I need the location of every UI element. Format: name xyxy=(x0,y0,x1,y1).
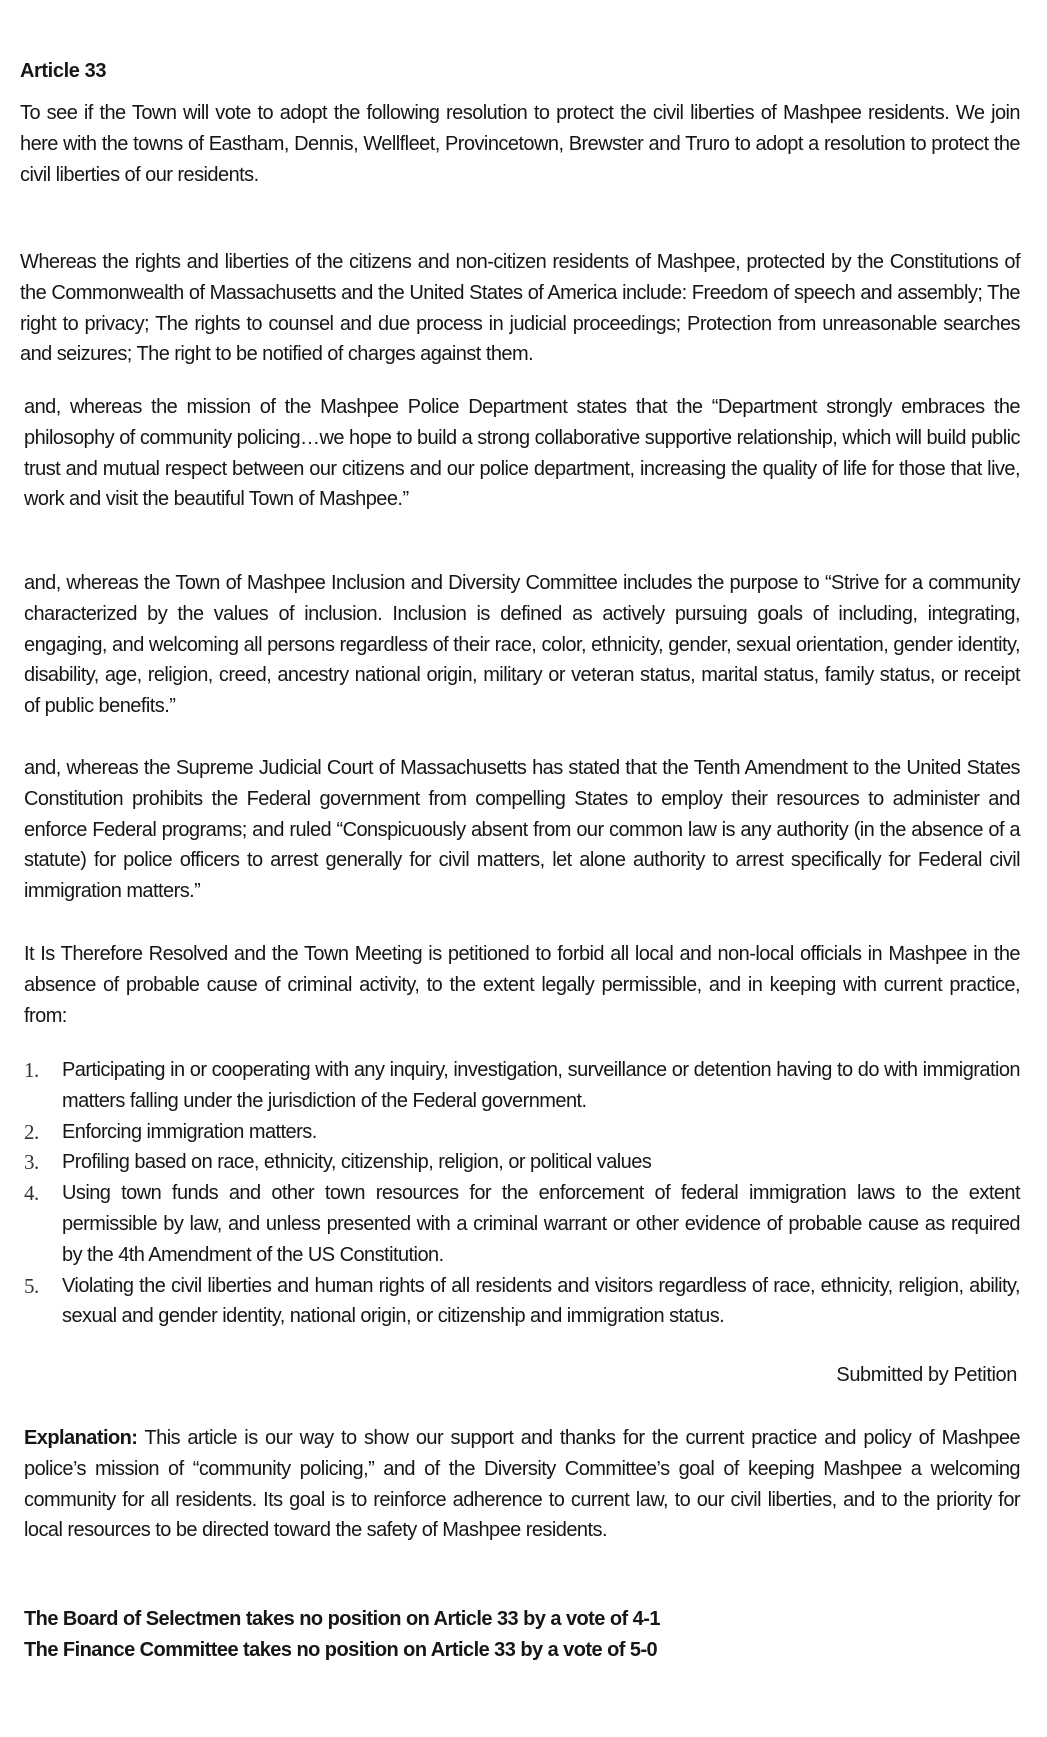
whereas-paragraph-inclusion: and, whereas the Town of Mashpee Inclusion and Diversity Committee includes the purpose to “Strive for a community characterized by the values of inclusion. Inclusion is defined as actively pursuing goals of including, integrating, engaging, and welcoming all persons regardless of their race, color, ethnicity, gender, sexual orientation, gender identity, disability, age, religion, creed, ancestry national origin, military or veteran status, marital status, family status, or receipt of public benefits.” xyxy=(24,572,1020,718)
list-item-number: 5. xyxy=(24,1273,39,1298)
votes-section xyxy=(24,1604,660,1665)
list-item-number: 2. xyxy=(24,1119,39,1144)
list-item-text: Profiling based on race, ethnicity, citizenship, religion, or political values xyxy=(62,1151,652,1174)
article-intro-paragraph: To see if the Town will vote to adopt the following resolution to protect the civil liberties of Mashpee residents. We join here with the towns of Eastham, Dennis, Wellfleet, Provincetown, Brewster and Truro to adopt a resolution to protect the civil liberties of our residents. xyxy=(20,102,1020,186)
list-item-number: 3. xyxy=(24,1150,39,1175)
selectmen-vote-line: The Board of Selectmen takes no position on Article 33 by a vote of 4-1 xyxy=(24,1608,660,1630)
list-item-number: 4. xyxy=(24,1181,39,1206)
finance-committee-vote-line: The Finance Committee takes no position on Article 33 by a vote of 5-0 xyxy=(24,1638,658,1661)
whereas-paragraph-rights: Whereas the rights and liberties of the citizens and non-citizen residents of Mashpee, protected by the Constitutions of the Commonwealth of Massachusetts and the United States of America include: Freedom of speech and assembly; The right to privacy; The rights to counsel and due process in judicial proceedings; Protection from unreasonable searches and seizures; The right to be notified of charges against them. xyxy=(20,251,1020,366)
explanation-text: This article is our way to show our support and thanks for the current practice and policy of Mashpee police’s mission of “community policing,” and of the Diversity Committee’s goal of keeping Mashpee a welcoming community for all residents. Its goal is to reinforce adherence to current law, to our civil liberties, and to the priority for local resources to be directed toward the safety of Mashpee residents. xyxy=(24,1427,1020,1542)
list-item xyxy=(24,1147,1020,1178)
explanation-label: Explanation: xyxy=(24,1427,138,1449)
submitted-by-line: Submitted by Petition xyxy=(836,1364,1017,1386)
list-item-text: Violating the civil liberties and human rights of all residents and visitors regardless of race, ethnicity, religion, ability, sexual and gender identity, national origin, or citizenship and immigration status. xyxy=(62,1274,1020,1328)
list-item-text: Enforcing immigration matters. xyxy=(62,1120,317,1143)
list-item-number: 1. xyxy=(24,1058,39,1082)
resolution-list xyxy=(24,1055,1020,1332)
list-item-text: Using town funds and other town resources for the enforcement of federal immigration laws to the extent permissible by law, and unless presented with a criminal warrant or other evidence of probable cause as required by the 4th Amendment of the US Constitution. xyxy=(62,1182,1020,1266)
whereas-paragraph-police: and, whereas the mission of the Mashpee Police Department states that the “Department strongly embraces the philosophy of community policing…we hope to build a strong collaborative supportive relationship, which will build public trust and mutual respect between our citizens and our police department, increasing the quality of life for those that live, work and visit the beautiful Town of Mashpee.” xyxy=(24,396,1020,511)
list-item xyxy=(24,1178,1020,1270)
list-item xyxy=(24,1117,1020,1148)
resolved-paragraph: It Is Therefore Resolved and the Town Meeting is petitioned to forbid all local and non-local officials in Mashpee in the absence of probable cause of criminal activity, to the extent legally permissible, and in keeping with current practice, from: xyxy=(24,943,1020,1027)
list-item xyxy=(24,1271,1020,1333)
whereas-paragraph-court: and, whereas the Supreme Judicial Court of Massachusetts has stated that the Tenth Amendment to the United States Constitution prohibits the Federal government from compelling States to employ their resources to administer and enforce Federal programs; and ruled “Conspicuously absent from our common law is any authority (in the absence of a statute) for police officers to arrest generally for civil matters, let alone authority to arrest specifically for Federal civil immigration matters.” xyxy=(24,757,1020,903)
list-item xyxy=(24,1055,1020,1117)
article-title: Article 33 xyxy=(20,60,107,82)
list-item-text: Participating in or cooperating with any inquiry, investigation, surveillance or detention having to do with immigration matters falling under the jurisdiction of the Federal government. xyxy=(62,1059,1020,1112)
explanation-paragraph xyxy=(24,1423,1020,1546)
